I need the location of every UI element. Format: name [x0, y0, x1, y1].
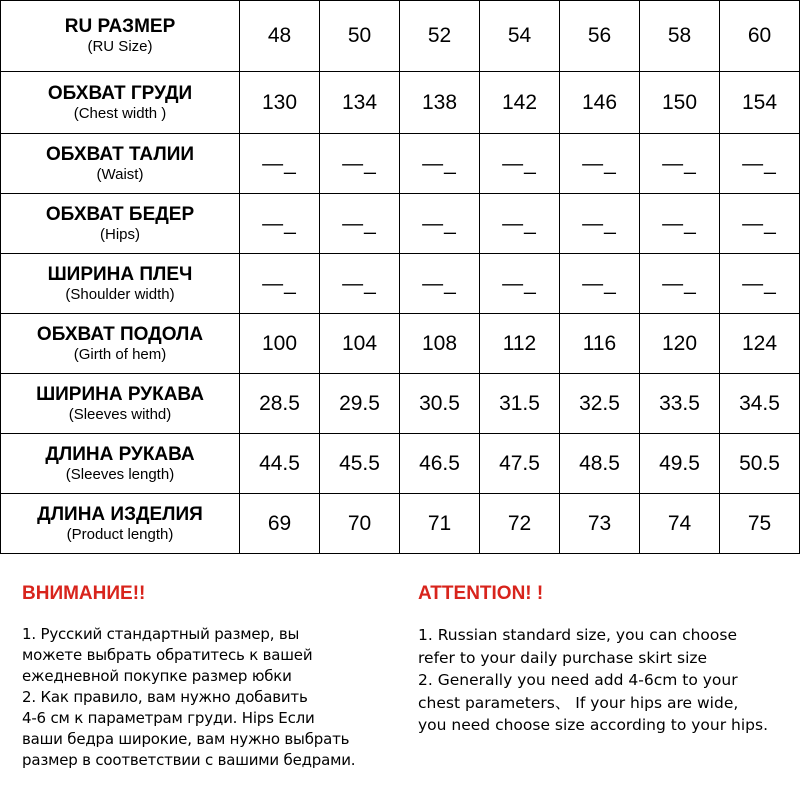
value-cell: —_	[480, 254, 560, 314]
value-cell: —_	[320, 254, 400, 314]
note-line: ежедневной покупке размер юбки	[22, 667, 292, 685]
value-cell: 29.5	[320, 374, 400, 434]
value-cell: 108	[400, 314, 480, 374]
row-sublabel: (Sleeves length)	[65, 465, 175, 483]
row-sublabel: (Chest width )	[73, 104, 167, 122]
table-row-waist	[1, 134, 800, 194]
table-row-sleeve-width	[1, 374, 800, 434]
row-sublabel: (Girth of hem)	[73, 345, 167, 363]
row-sublabel: (Shoulder width)	[65, 285, 175, 303]
row-label: ДЛИНА ИЗДЕЛИЯ	[37, 503, 203, 525]
value-cell: —_	[720, 254, 800, 314]
row-label-cell	[1, 434, 240, 494]
table-row-shoulder	[1, 254, 800, 314]
value-cell: —_	[320, 194, 400, 254]
value-cell: 44.5	[240, 434, 320, 494]
attention-title-en: ATTENTION! !	[418, 583, 544, 604]
size-cell: 50	[320, 1, 400, 72]
note-line: 2. Как правило, вам нужно добавить	[22, 688, 308, 706]
value-cell: 138	[400, 72, 480, 134]
table-row-product-length	[1, 494, 800, 554]
row-label: ШИРИНА РУКАВА	[36, 383, 204, 405]
value-cell: 50.5	[720, 434, 800, 494]
value-cell: 154	[720, 72, 800, 134]
value-cell: —_	[560, 254, 640, 314]
note-line: 4-6 см к параметрам груди. Hips Если	[22, 709, 315, 727]
value-cell: —_	[560, 134, 640, 194]
value-cell: —_	[320, 134, 400, 194]
table-row-sleeve-length	[1, 434, 800, 494]
table-row-hips	[1, 194, 800, 254]
value-cell: 49.5	[640, 434, 720, 494]
value-cell: 48.5	[560, 434, 640, 494]
value-cell: —_	[240, 134, 320, 194]
value-cell: 70	[320, 494, 400, 554]
row-sublabel: (Sleeves withd)	[68, 405, 172, 423]
note-line: refer to your daily purchase skirt size	[418, 648, 708, 667]
value-cell: 30.5	[400, 374, 480, 434]
row-label: ОБХВАТ ТАЛИИ	[45, 143, 195, 165]
value-cell: —_	[640, 254, 720, 314]
value-cell: 146	[560, 72, 640, 134]
row-label: ДЛИНА РУКАВА	[45, 443, 195, 465]
size-cell: 54	[480, 1, 560, 72]
row-label-cell	[1, 494, 240, 554]
value-cell: —_	[480, 134, 560, 194]
size-header-label-cell	[1, 1, 240, 72]
value-cell: —_	[240, 254, 320, 314]
value-cell: 47.5	[480, 434, 560, 494]
row-sublabel: (Waist)	[96, 165, 144, 183]
note-line: chest parameters、 If your hips are wide,	[418, 693, 739, 712]
value-cell: 33.5	[640, 374, 720, 434]
row-label: RU РАЗМЕР	[64, 16, 176, 37]
row-label: ШИРИНА ПЛЕЧ	[47, 263, 193, 285]
value-cell: —_	[720, 134, 800, 194]
value-cell: 69	[240, 494, 320, 554]
attention-ru	[22, 572, 402, 771]
value-cell: 130	[240, 72, 320, 134]
value-cell: 124	[720, 314, 800, 374]
row-label-cell	[1, 72, 240, 134]
row-label-cell	[1, 254, 240, 314]
attention-title-ru: ВНИМАНИЕ!!	[22, 583, 146, 604]
row-label-cell	[1, 194, 240, 254]
note-line: 1. Русский стандартный размер, вы	[22, 625, 300, 643]
size-cell: 52	[400, 1, 480, 72]
note-line: 2. Generally you need add 4-6cm to your	[418, 671, 738, 689]
size-cell: 58	[640, 1, 720, 72]
value-cell: 32.5	[560, 374, 640, 434]
value-cell: 75	[720, 494, 800, 554]
value-cell: —_	[720, 194, 800, 254]
value-cell: —_	[240, 194, 320, 254]
table-row-chest	[1, 72, 800, 134]
note-line: ваши бедра широкие, вам нужно выбрать	[22, 730, 350, 748]
value-cell: 142	[480, 72, 560, 134]
row-label: ОБХВАТ ПОДОЛА	[36, 323, 204, 345]
value-cell: 120	[640, 314, 720, 374]
row-sublabel: (RU Size)	[87, 38, 153, 55]
value-cell: 46.5	[400, 434, 480, 494]
row-sublabel: (Hips)	[100, 225, 140, 243]
row-label-cell	[1, 134, 240, 194]
note-line: 1. Russian standard size, you can choose	[418, 626, 738, 644]
row-label: ОБХВАТ ГРУДИ	[47, 82, 193, 104]
size-cell: 60	[720, 1, 800, 72]
value-cell: 74	[640, 494, 720, 554]
attention-en	[418, 572, 798, 737]
value-cell: 150	[640, 72, 720, 134]
value-cell: 116	[560, 314, 640, 374]
note-line: размер в соответствии с вашими бедрами.	[22, 751, 356, 769]
table-row-hem	[1, 314, 800, 374]
value-cell: —_	[400, 254, 480, 314]
value-cell: —_	[640, 194, 720, 254]
value-cell: 72	[480, 494, 560, 554]
value-cell: 31.5	[480, 374, 560, 434]
value-cell: 100	[240, 314, 320, 374]
note-line: можете выбрать обратитесь к вашей	[22, 646, 313, 664]
value-cell: —_	[640, 134, 720, 194]
value-cell: 104	[320, 314, 400, 374]
value-cell: 71	[400, 494, 480, 554]
value-cell: 134	[320, 72, 400, 134]
attention-notes	[0, 572, 800, 800]
value-cell: —_	[400, 194, 480, 254]
value-cell: 45.5	[320, 434, 400, 494]
value-cell: 34.5	[720, 374, 800, 434]
row-label: ОБХВАТ БЕДЕР	[45, 203, 195, 225]
value-cell: 73	[560, 494, 640, 554]
row-sublabel: (Product length)	[66, 525, 174, 543]
size-cell: 56	[560, 1, 640, 72]
value-cell: 28.5	[240, 374, 320, 434]
note-line: you need choose size according to your hips.	[418, 716, 768, 734]
row-label-cell	[1, 374, 240, 434]
value-cell: —_	[480, 194, 560, 254]
row-label-cell	[1, 314, 240, 374]
size-cell: 48	[240, 1, 320, 72]
value-cell: —_	[400, 134, 480, 194]
value-cell: —_	[560, 194, 640, 254]
value-cell: 112	[480, 314, 560, 374]
size-header-row	[1, 1, 800, 72]
